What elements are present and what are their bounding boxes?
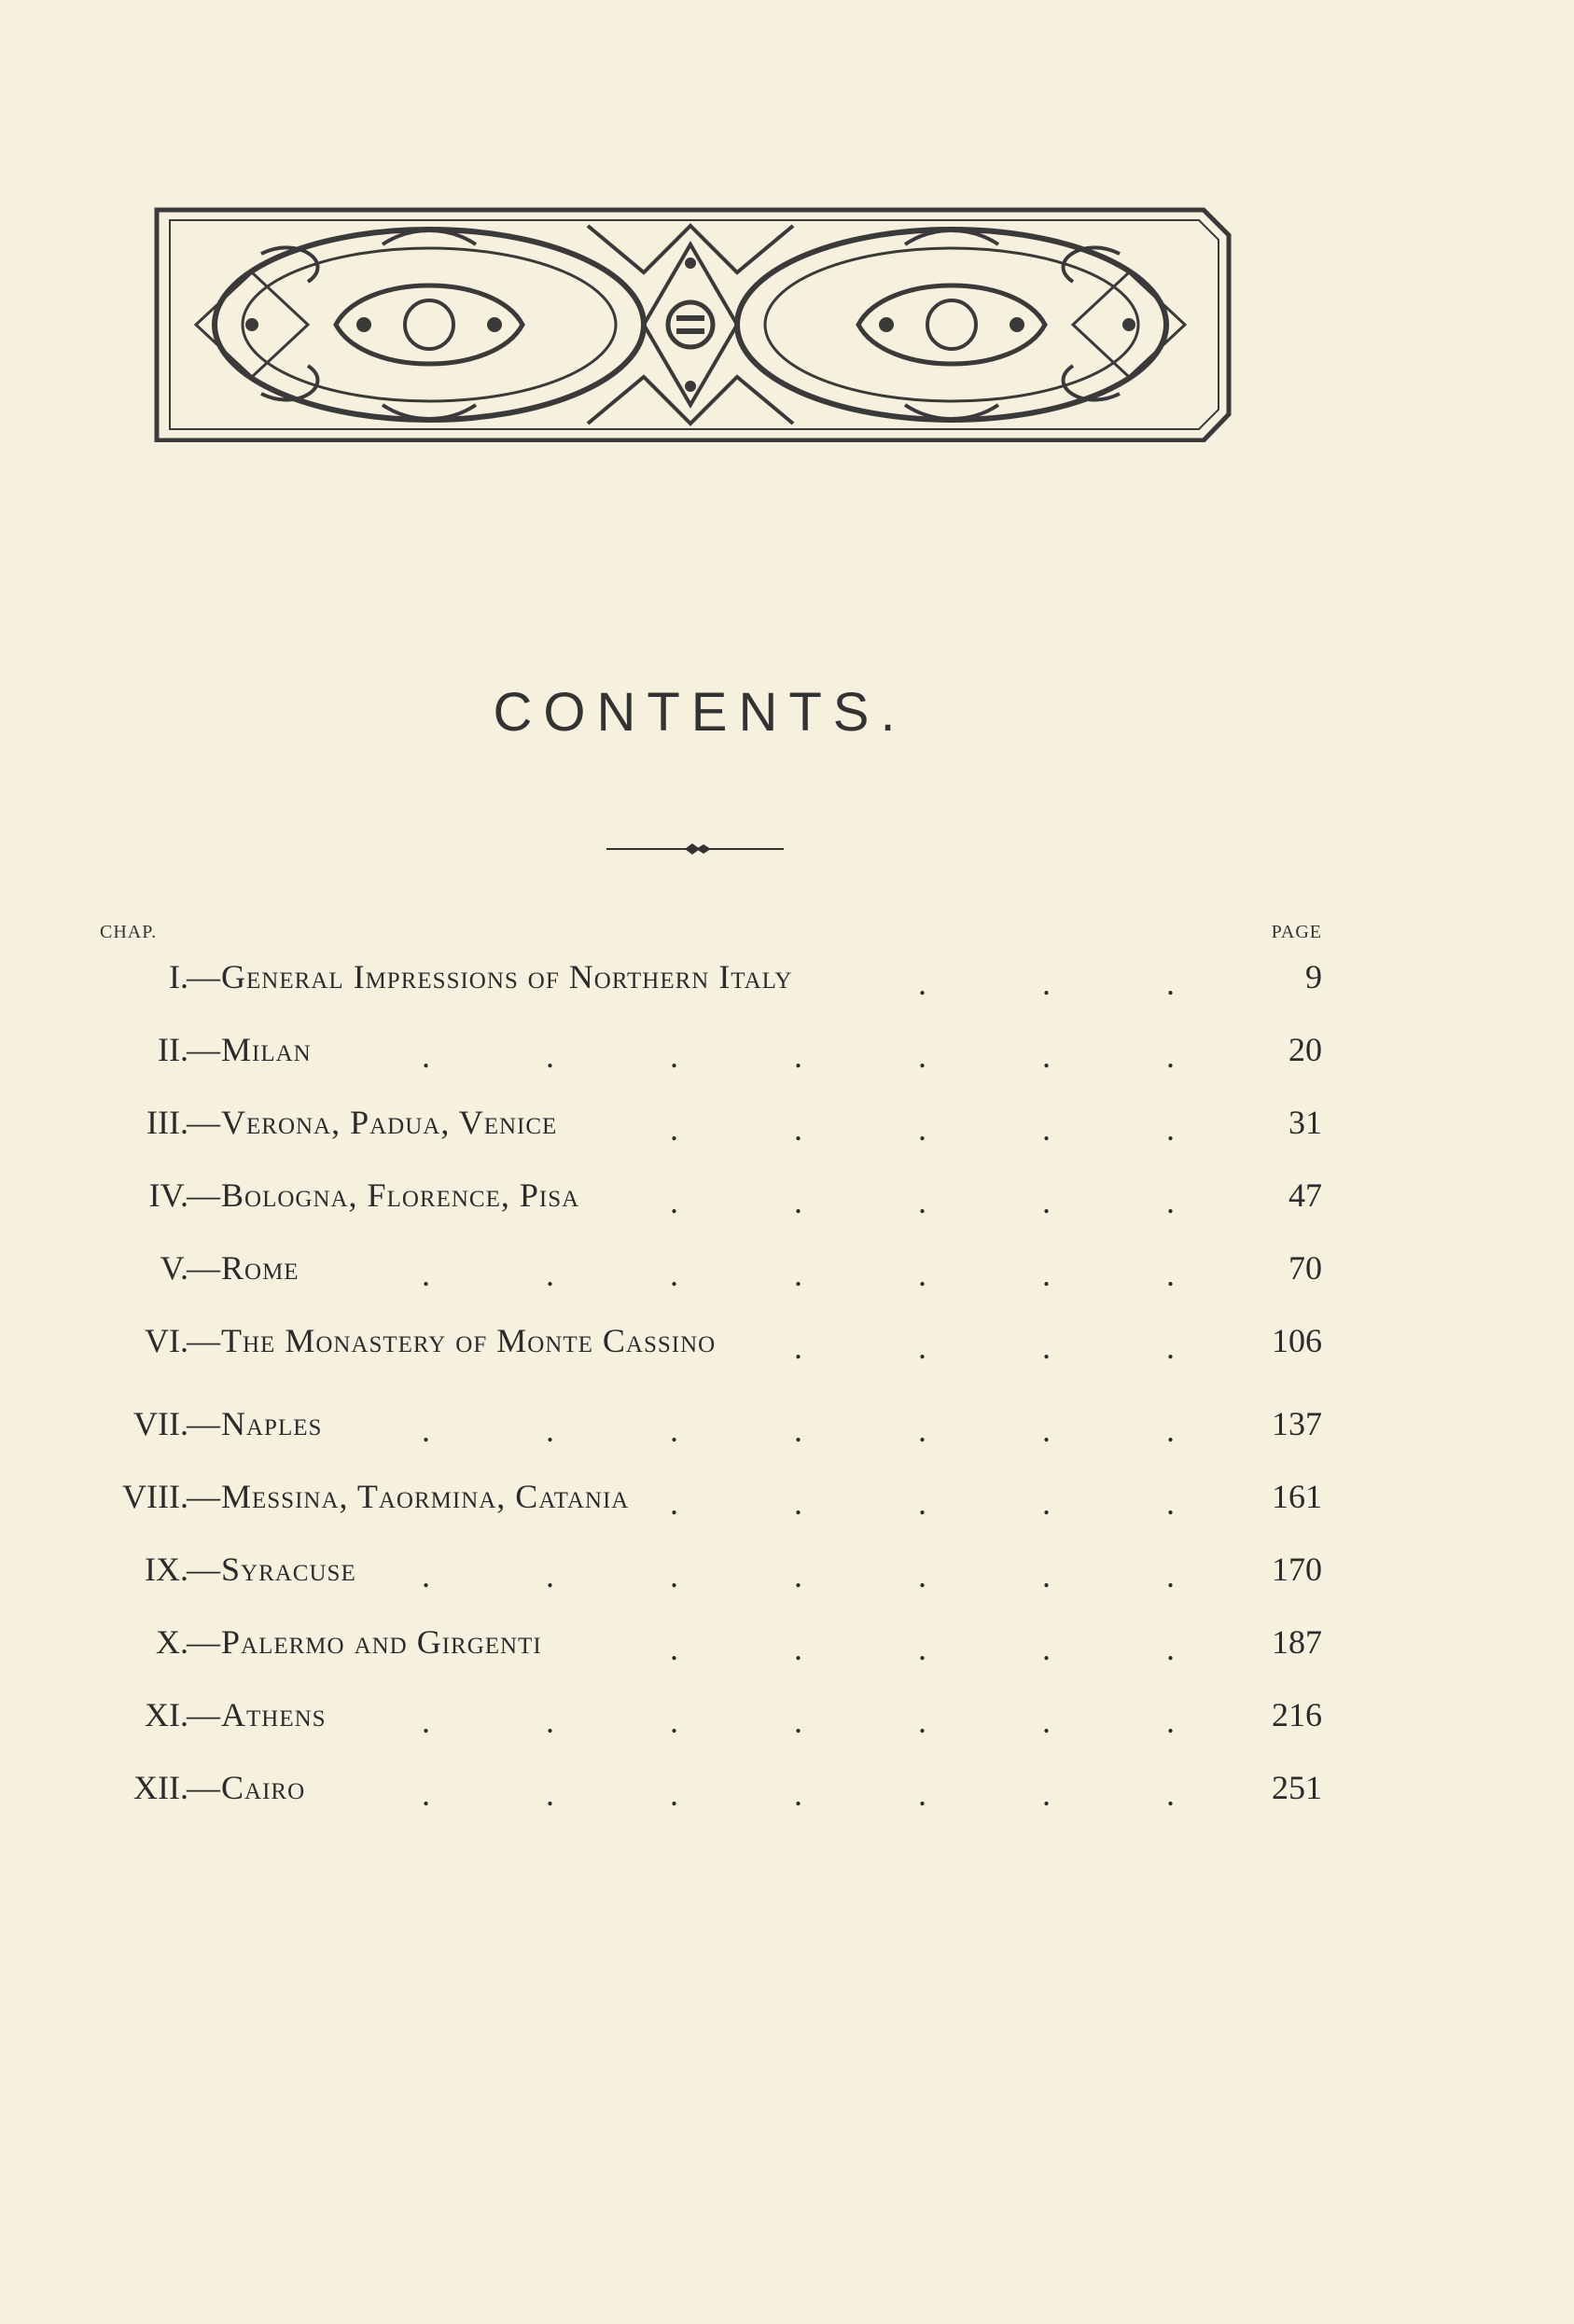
chapter-number: II. <box>158 1031 188 1068</box>
chapter-page-number: 20 <box>1288 1031 1322 1068</box>
leader-dot: . <box>1042 1183 1051 1220</box>
table-row <box>0 1396 1574 1452</box>
leader-dot: . <box>1042 1329 1051 1366</box>
leader-dot: . <box>1166 1183 1175 1220</box>
leader-dot: . <box>546 1256 554 1293</box>
chapter-page-number: 216 <box>1272 1696 1322 1733</box>
leader-dot: . <box>794 1256 802 1293</box>
table-row <box>0 1240 1574 1296</box>
chapter-title: — Palermo and Girgenti <box>188 1614 542 1670</box>
leader-dot: . <box>794 1110 802 1148</box>
leader-dot: . <box>670 1630 678 1667</box>
chapter-number: XI. <box>145 1696 188 1733</box>
leader-dot: . <box>794 1775 802 1813</box>
chapter-page-number: 31 <box>1288 1104 1322 1141</box>
table-row <box>0 1094 1574 1150</box>
chapter-page-number: 9 <box>1305 958 1322 995</box>
table-row <box>0 1760 1574 1816</box>
leader-dot: . <box>918 1703 926 1740</box>
leader-dot: . <box>670 1484 678 1522</box>
table-row <box>0 1313 1574 1369</box>
chapter-title: — Bologna, Florence, Pisa <box>188 1167 579 1223</box>
leader-dot: . <box>422 1557 430 1594</box>
leader-dot: . <box>1166 1630 1175 1667</box>
chapter-number: VI. <box>145 1322 188 1359</box>
leader-dot: . <box>1042 1110 1051 1148</box>
leader-dot: . <box>794 1412 802 1449</box>
chapter-title: — Naples <box>188 1396 322 1452</box>
leader-dot: . <box>1042 1412 1051 1449</box>
leader-dot: . <box>670 1256 678 1293</box>
leader-dot: . <box>794 1183 802 1220</box>
table-row <box>0 1022 1574 1078</box>
leader-dot: . <box>794 1037 802 1075</box>
leader-dot: . <box>1042 1775 1051 1813</box>
leader-dot: . <box>1042 1256 1051 1293</box>
chapter-title: — Cairo <box>188 1760 305 1816</box>
leader-dot: . <box>1042 1703 1051 1740</box>
leader-dot: . <box>794 1484 802 1522</box>
leader-dot: . <box>1166 1412 1175 1449</box>
leader-dot: . <box>1166 965 1175 1002</box>
leader-dot: . <box>1042 1484 1051 1522</box>
leader-dot: . <box>1166 1037 1175 1075</box>
leader-dot: . <box>670 1412 678 1449</box>
leader-dot: . <box>1042 1630 1051 1667</box>
chapter-title: — Syracuse <box>188 1541 356 1597</box>
leader-dot: . <box>422 1775 430 1813</box>
chapter-page-number: 170 <box>1272 1551 1322 1588</box>
leader-dot: . <box>1042 1557 1051 1594</box>
leader-dot: . <box>1166 1703 1175 1740</box>
leader-dot: . <box>794 1630 802 1667</box>
chapter-title: — General Impressions of Northern Italy <box>188 949 792 1005</box>
chapter-number: IV. <box>148 1176 188 1214</box>
page-title: CONTENTS. <box>493 682 907 743</box>
chapter-page-number: 187 <box>1272 1623 1322 1661</box>
table-row <box>0 949 1574 1005</box>
title-divider-rule <box>606 838 784 860</box>
chapter-number: VII. <box>133 1405 188 1442</box>
leader-dot: . <box>918 1110 926 1148</box>
chapter-page-number: 137 <box>1272 1405 1322 1442</box>
leader-dot: . <box>422 1703 430 1740</box>
chapter-title: — The Monastery of Monte Cassino <box>188 1313 716 1369</box>
leader-dot: . <box>1166 1329 1175 1366</box>
chap-column-header: CHAP. <box>100 922 158 942</box>
chapter-title: — Verona, Padua, Venice <box>188 1094 557 1150</box>
leader-dot: . <box>1166 1110 1175 1148</box>
chapter-number: VIII. <box>122 1478 188 1515</box>
chapter-number: V. <box>160 1249 188 1287</box>
leader-dot: . <box>1166 1775 1175 1813</box>
leader-dot: . <box>546 1775 554 1813</box>
leader-dot: . <box>546 1412 554 1449</box>
leader-dot: . <box>1042 1037 1051 1075</box>
leader-dot: . <box>1166 1557 1175 1594</box>
table-row <box>0 1541 1574 1597</box>
leader-dot: . <box>918 1037 926 1075</box>
chapter-page-number: 161 <box>1272 1478 1322 1515</box>
leader-dot: . <box>794 1329 802 1366</box>
table-row <box>0 1468 1574 1524</box>
decorative-headpiece <box>149 207 1232 442</box>
leader-dot: . <box>546 1037 554 1075</box>
chapter-title: — Athens <box>188 1687 327 1743</box>
table-row <box>0 1614 1574 1670</box>
chapter-title: — Rome <box>188 1240 299 1296</box>
leader-dot: . <box>1166 1484 1175 1522</box>
page-column-header: PAGE <box>1271 922 1322 942</box>
leader-dot: . <box>918 1412 926 1449</box>
leader-dot: . <box>422 1412 430 1449</box>
chapter-number: IX. <box>145 1551 188 1588</box>
leader-dot: . <box>670 1703 678 1740</box>
table-row <box>0 1687 1574 1743</box>
leader-dot: . <box>918 1557 926 1594</box>
chapter-number: III. <box>146 1104 188 1141</box>
leader-dot: . <box>794 1557 802 1594</box>
leader-dot: . <box>670 1110 678 1148</box>
leader-dot: . <box>918 1256 926 1293</box>
leader-dot: . <box>670 1557 678 1594</box>
chapter-number: X. <box>156 1623 188 1661</box>
leader-dot: . <box>918 1329 926 1366</box>
leader-dot: . <box>918 965 926 1002</box>
leader-dot: . <box>1042 965 1051 1002</box>
leader-dot: . <box>918 1775 926 1813</box>
leader-dot: . <box>422 1256 430 1293</box>
chapter-page-number: 251 <box>1272 1769 1322 1806</box>
chapter-title: — Messina, Taormina, Catania <box>188 1468 629 1524</box>
leader-dot: . <box>670 1183 678 1220</box>
chapter-title: — Milan <box>188 1022 312 1078</box>
leader-dot: . <box>670 1037 678 1075</box>
leader-dot: . <box>670 1775 678 1813</box>
leader-dot: . <box>794 1703 802 1740</box>
leader-dot: . <box>918 1630 926 1667</box>
leader-dot: . <box>546 1557 554 1594</box>
chapter-number: I. <box>169 958 188 995</box>
chapter-page-number: 70 <box>1288 1249 1322 1287</box>
table-row <box>0 1167 1574 1223</box>
chapter-number: XII. <box>133 1769 188 1806</box>
chapter-page-number: 47 <box>1288 1176 1322 1214</box>
leader-dot: . <box>1166 1256 1175 1293</box>
leader-dot: . <box>546 1703 554 1740</box>
leader-dot: . <box>422 1037 430 1075</box>
leader-dot: . <box>918 1183 926 1220</box>
leader-dot: . <box>918 1484 926 1522</box>
chapter-page-number: 106 <box>1272 1322 1322 1359</box>
